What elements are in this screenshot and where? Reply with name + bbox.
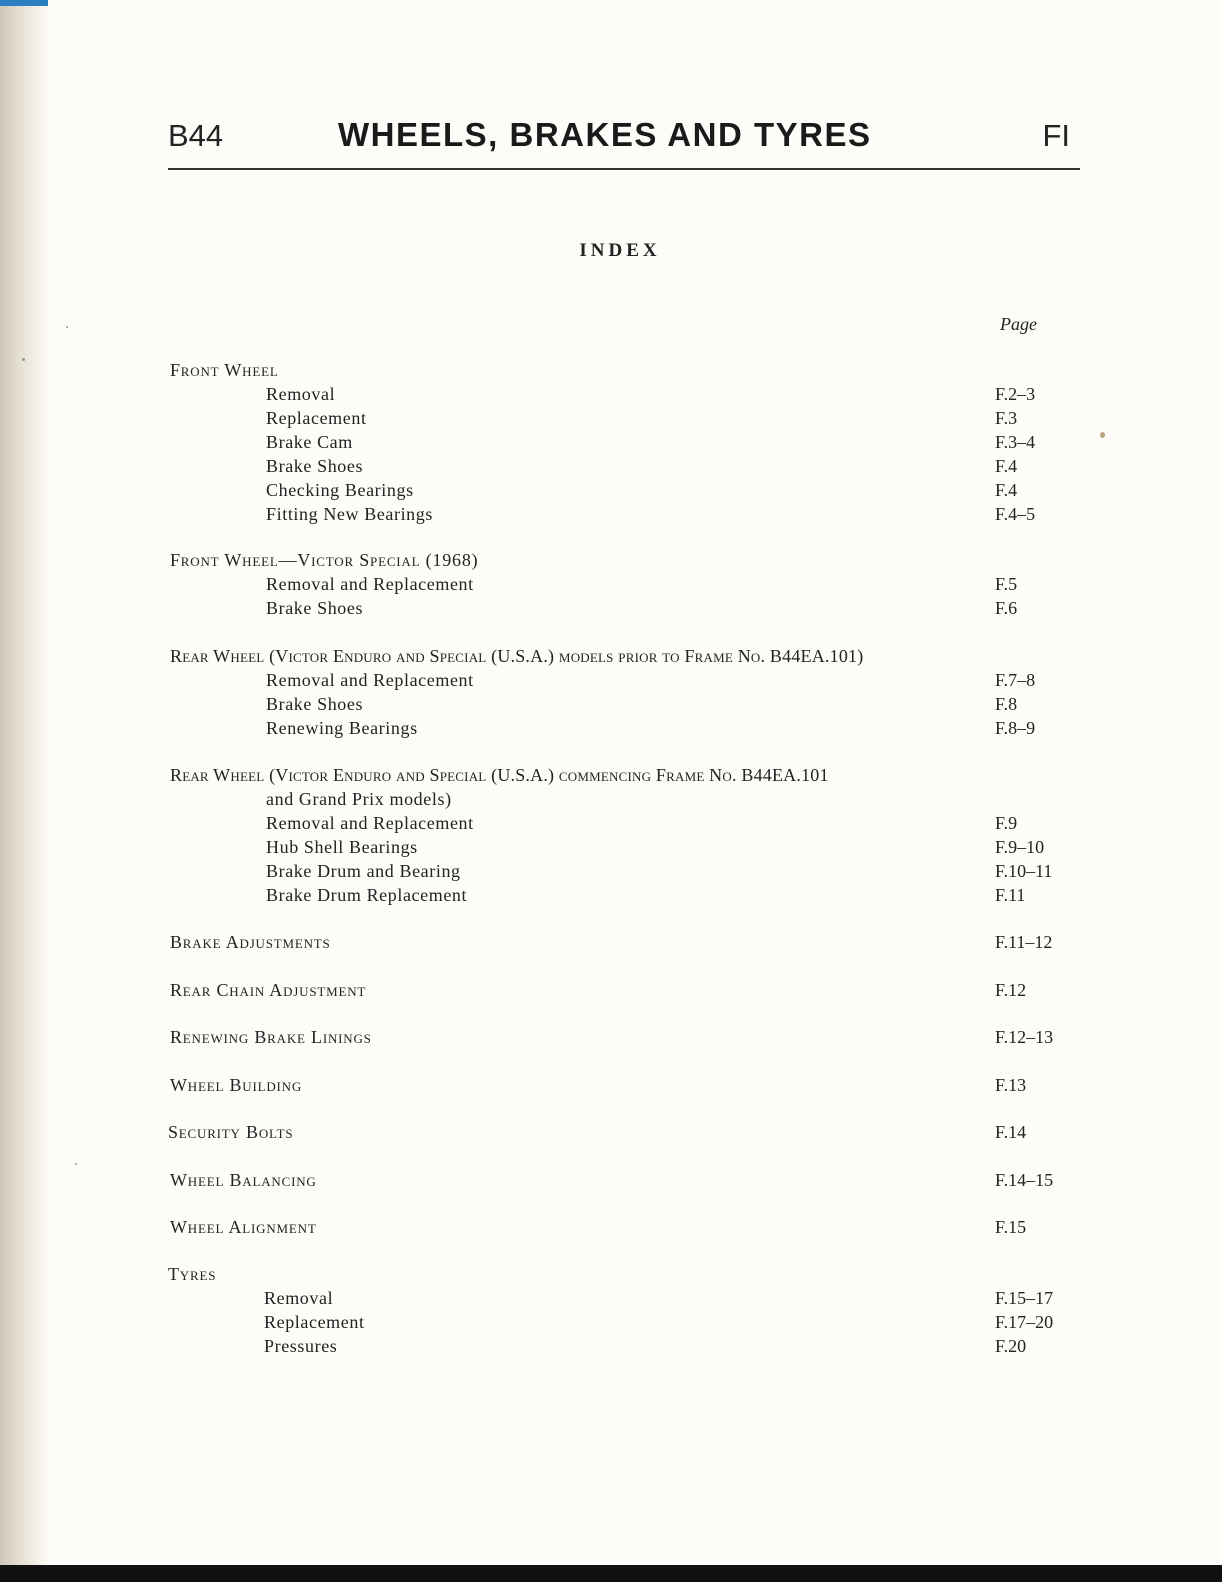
entry-page: F.6: [995, 598, 1018, 618]
entry-page: F.10–11: [995, 861, 1053, 881]
scan-bottom-edge: [0, 1565, 1222, 1582]
entry-page: F.4: [995, 456, 1018, 476]
index-entry: [0, 406, 1222, 430]
index-heading-row: [0, 644, 1222, 668]
entry-label: Replacement: [266, 408, 367, 428]
index-entry: [0, 1310, 1222, 1334]
entry-page: F.17–20: [995, 1312, 1054, 1332]
index-heading-row: [0, 1262, 1222, 1286]
entry-label: Renewing Brake Linings: [170, 1027, 372, 1047]
entry-label: Brake Shoes: [266, 456, 364, 476]
entry-label: Rear Wheel (Victor Enduro and Special (U.S.A.) models prior to Frame No. B44EA.101): [170, 646, 864, 666]
entry-page: F.11–12: [995, 932, 1053, 952]
entry-label: Removal: [266, 384, 336, 404]
entry-label: Front Wheel: [170, 360, 279, 380]
index-entry: [0, 859, 1222, 883]
entry-label: Security Bolts: [168, 1122, 294, 1142]
section-code: FI: [1042, 118, 1070, 153]
index-entry: [0, 1073, 1222, 1097]
entry-label: Removal and Replacement: [266, 574, 474, 594]
entry-page: F.8–9: [995, 718, 1036, 738]
entry-page: F.5: [995, 574, 1018, 594]
model-code: B44: [168, 118, 224, 153]
entry-label: Wheel Alignment: [170, 1217, 317, 1237]
entry-label: Brake Shoes: [266, 598, 364, 618]
entry-label: and Grand Prix models): [266, 789, 452, 809]
entry-page: F.20: [995, 1336, 1027, 1356]
entry-page: F.12: [995, 980, 1027, 1000]
chapter-title: WHEELS, BRAKES AND TYRES: [338, 116, 872, 153]
index-entry: [0, 883, 1222, 907]
entry-label: Wheel Balancing: [170, 1170, 317, 1190]
entry-page: F.4–5: [995, 504, 1036, 524]
entry-page: F.15–17: [995, 1288, 1054, 1308]
entry-label: Removal and Replacement: [266, 670, 474, 690]
index-heading-row: [0, 358, 1222, 382]
entry-page: F.14: [995, 1122, 1027, 1142]
index-entry: [0, 454, 1222, 478]
index-entry: [0, 1334, 1222, 1358]
entry-label: Replacement: [264, 1312, 365, 1332]
index-entry: [0, 382, 1222, 406]
entry-label: Front Wheel—Victor Special (1968): [170, 550, 479, 570]
entry-page: F.11: [995, 885, 1026, 905]
index-entry: [0, 978, 1222, 1002]
entry-page: F.13: [995, 1075, 1027, 1095]
entry-page: F.15: [995, 1217, 1027, 1237]
index-entry: [0, 1168, 1222, 1192]
entry-page: F.9: [995, 813, 1018, 833]
entry-page: F.7–8: [995, 670, 1036, 690]
entry-label: Removal: [264, 1288, 334, 1308]
index-entry: [0, 430, 1222, 454]
index-entry: [0, 502, 1222, 526]
index-entry: [0, 692, 1222, 716]
index-entry: [0, 1215, 1222, 1239]
entry-label: Wheel Building: [170, 1075, 303, 1095]
entry-page: F.14–15: [995, 1170, 1054, 1190]
entry-label: Tyres: [168, 1264, 217, 1284]
entry-label: Pressures: [264, 1336, 338, 1356]
entry-label: Rear Chain Adjustment: [170, 980, 367, 1000]
index-entry: [0, 930, 1222, 954]
entry-page: F.3: [995, 408, 1018, 428]
index-entry: [0, 835, 1222, 859]
entry-label: Brake Adjustments: [170, 932, 331, 952]
entry-label: Brake Cam: [266, 432, 353, 452]
index-entry: [0, 811, 1222, 835]
index-entry: [0, 596, 1222, 620]
entry-label: Brake Shoes: [266, 694, 364, 714]
index-heading: INDEX: [579, 240, 661, 261]
index-entry: [0, 1286, 1222, 1310]
index-heading-row: [0, 548, 1222, 572]
entry-label: Rear Wheel (Victor Enduro and Special (U.S.A.) commencing Frame No. B44EA.101: [170, 765, 829, 785]
entry-page: F.12–13: [995, 1027, 1054, 1047]
index-entry: [0, 1025, 1222, 1049]
entry-label: Hub Shell Bearings: [266, 837, 418, 857]
entry-label: Fitting New Bearings: [266, 504, 433, 524]
index-entry: [0, 572, 1222, 596]
index-entry: [0, 716, 1222, 740]
entry-label: Removal and Replacement: [266, 813, 474, 833]
page-column-label: Page: [1000, 314, 1037, 334]
entry-label: Brake Drum and Bearing: [266, 861, 461, 881]
entry-page: F.8: [995, 694, 1018, 714]
index-heading-continuation: [0, 787, 1222, 811]
entry-page: F.3–4: [995, 432, 1036, 452]
entry-page: F.2–3: [995, 384, 1036, 404]
index-entry: [0, 668, 1222, 692]
index-entry: [0, 478, 1222, 502]
entry-label: Brake Drum Replacement: [266, 885, 468, 905]
entry-page: F.9–10: [995, 837, 1045, 857]
index-entry: [0, 1120, 1222, 1144]
entry-label: Renewing Bearings: [266, 718, 418, 738]
entry-page: F.4: [995, 480, 1018, 500]
entry-label: Checking Bearings: [266, 480, 414, 500]
index-heading-row: [0, 763, 1222, 787]
